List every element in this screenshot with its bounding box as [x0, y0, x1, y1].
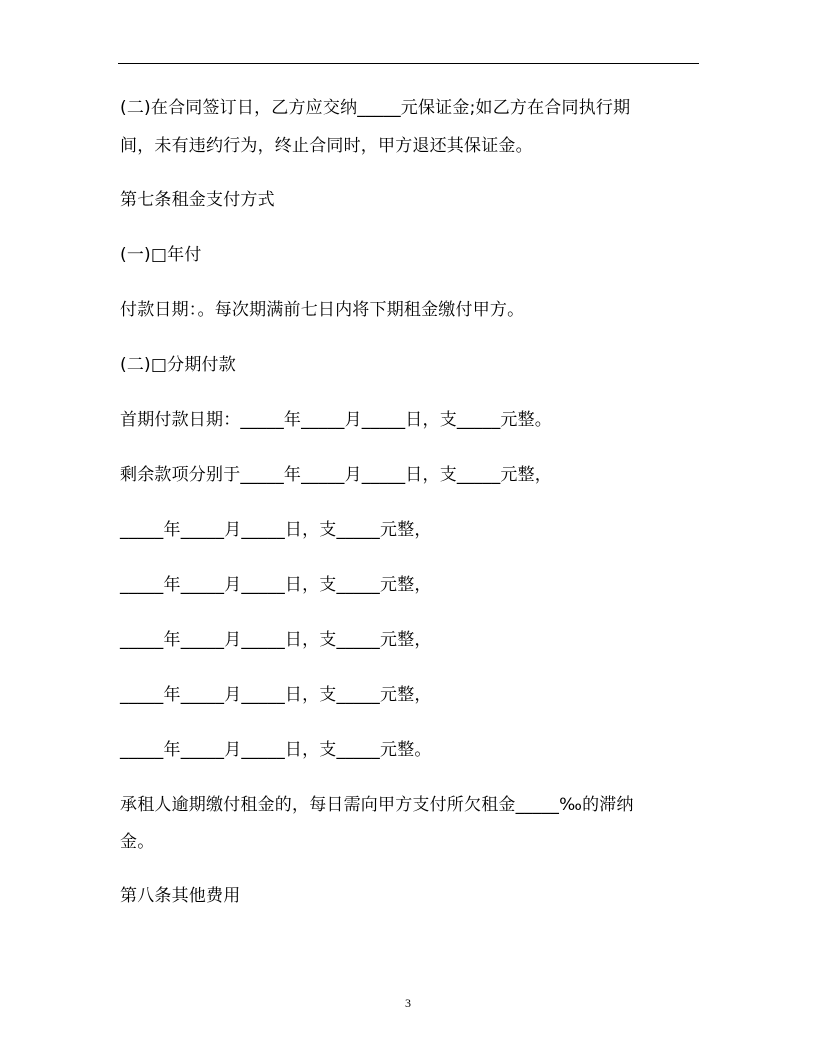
installment-payment-option: (二)□分期付款 [120, 355, 236, 375]
page-number: 3 [405, 996, 411, 1010]
first-installment-line: 首期付款日期：_____年_____月_____日，支_____元整。 [120, 410, 552, 430]
installment-line: _____年_____月_____日，支_____元整， [120, 575, 432, 595]
deposit-clause-line-1: (二)在合同签订日，乙方应交纳_____元保证金;如乙方在合同执行期 [120, 98, 631, 118]
deposit-clause-line-2: 间，未有违约行为，终止合同时，甲方退还其保证金。 [120, 136, 533, 156]
annual-payment-option: (一)□年付 [120, 245, 202, 265]
late-fee-line-1: 承租人逾期缴付租金的，每日需向甲方支付所欠租金_____‰的滞纳 [120, 795, 634, 815]
installment-line: _____年_____月_____日，支_____元整， [120, 685, 432, 705]
late-fee-line-2: 金。 [120, 832, 155, 852]
article-7-heading: 第七条租金支付方式 [120, 190, 275, 210]
installment-line: _____年_____月_____日，支_____元整， [120, 520, 432, 540]
installment-line-final: _____年_____月_____日，支_____元整。 [120, 740, 432, 760]
header-rule [118, 63, 699, 64]
payment-date-line: 付款日期：。每次期满前七日内将下期租金缴付甲方。 [120, 300, 525, 320]
remaining-installment-line: 剩余款项分别于_____年_____月_____日，支_____元整， [120, 465, 552, 485]
article-8-heading: 第八条其他费用 [120, 886, 241, 906]
installment-line: _____年_____月_____日，支_____元整， [120, 630, 432, 650]
